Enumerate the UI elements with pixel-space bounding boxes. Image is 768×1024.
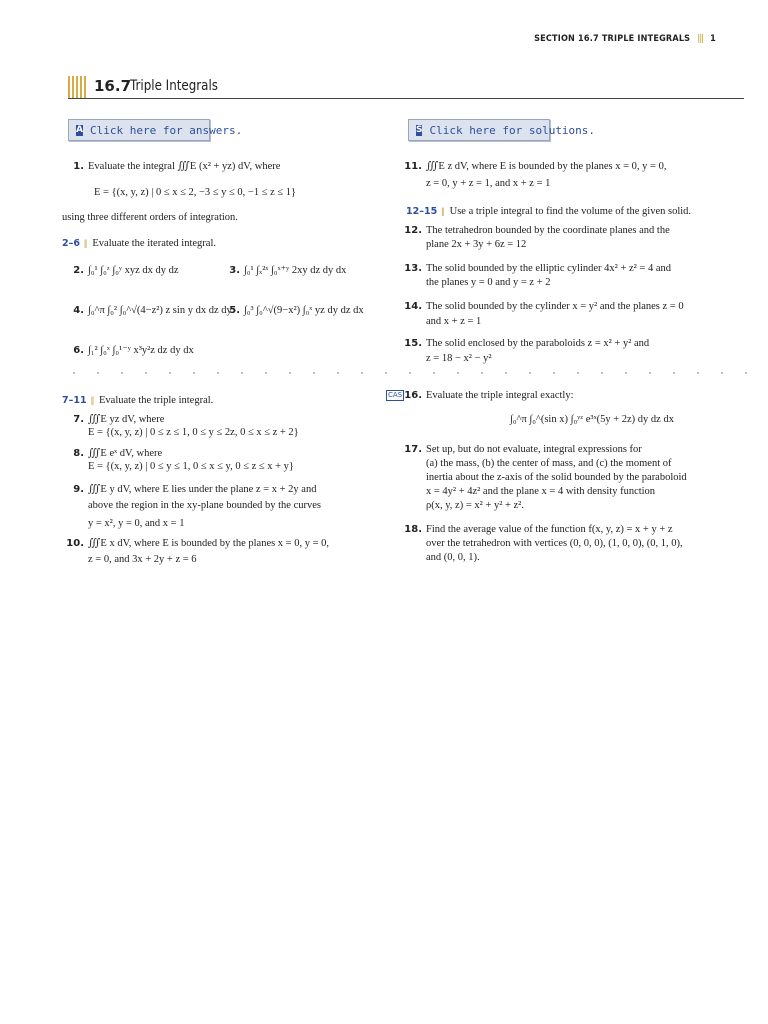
problem-text: and (0, 0, 1). (426, 552, 480, 563)
problem-text: The solid bounded by the elliptic cylinder 4x² + z² = 4 and (426, 263, 672, 274)
problem-text: ∭E y dV, where E lies under the plane z = x + 2y and (88, 484, 317, 495)
problem-text: The solid bounded by the cylinder x = y² and the planes z = 0 (426, 301, 684, 312)
problem-set: E = {(x, y, z) | 0 ≤ x ≤ 2, −3 ≤ y ≤ 0, −1 ≤ z ≤ 1} (94, 187, 297, 198)
group-bars-icon: ||| (83, 238, 87, 248)
group-instruction: Evaluate the iterated integral. (92, 238, 216, 249)
cas-icon: CAS (388, 391, 403, 399)
group-header-12-15 (406, 204, 691, 219)
group-header-7-11 (62, 393, 213, 408)
answers-button[interactable] (68, 119, 243, 141)
problem-text: (a) the mass, (b) the center of mass, and (c) the moment of (426, 458, 672, 469)
problem-text: The tetrahedron bounded by the coordinate planes and the (426, 225, 670, 236)
group-bars-icon: ||| (90, 395, 93, 405)
page-number: 1 (710, 34, 716, 44)
solutions-button[interactable] (408, 119, 596, 141)
problem-text: and x + z = 1 (426, 316, 482, 327)
solutions-label: Click here for solutions. (429, 123, 596, 137)
problem-text: ∭E eˣ dV, where (88, 448, 163, 459)
group-range: 2–6 (62, 238, 80, 249)
problem-text: Find the average value of the function f(x, y, z) = x + y + z (426, 524, 673, 535)
answers-label: Click here for answers. (89, 123, 243, 137)
problem-number: 8. (73, 448, 84, 459)
dotted-separator (62, 370, 752, 376)
problem-number: 15. (404, 338, 422, 349)
problem-number: 17. (404, 444, 422, 455)
problem-text: z = 0, and 3x + 2y + z = 6 (88, 554, 197, 565)
problem-text: Evaluate the integral ∭E (x² + yz) dV, where (88, 161, 281, 172)
problem-number: 14. (404, 301, 422, 312)
problem-integral: ∫₁² ∫₀ˣ ∫₀¹⁻ʸ x³y²z dz dy dx (88, 345, 194, 356)
group-bars-icon: ||| (441, 206, 444, 216)
problem-number: 11. (404, 161, 422, 172)
problem-text: The solid enclosed by the paraboloids z = x² + y² and (426, 338, 650, 349)
problem-integral: ∫₀^π ∫₀² ∫₀^√(4−z²) z sin y dx dz dy (88, 305, 232, 316)
answers-badge-icon: A (76, 124, 83, 135)
solutions-badge-icon: S (416, 124, 423, 135)
title-bars-icon (68, 76, 88, 98)
problem-number: 3. (229, 265, 240, 276)
problem-text: x = 4y² + 4z² and the plane x = 4 with density function (426, 486, 656, 497)
problem-text: ρ(x, y, z) = x² + y² + z². (426, 500, 524, 511)
problem-number: 4. (73, 305, 84, 316)
problem-number: 1. (73, 161, 84, 172)
problem-text: the planes y = 0 and y = z + 2 (426, 277, 551, 288)
problem-text: plane 2x + 3y + 6z = 12 (426, 239, 527, 250)
group-instruction: Evaluate the triple integral. (99, 395, 214, 406)
problem-integral: ∫₀^π ∫₀^(sin x) ∫₀ʸᶻ e³ˣ(5y + 2z) dy dz dx (510, 414, 674, 425)
problem-number: 10. (66, 538, 84, 549)
section-title-row (68, 76, 744, 98)
problem-text: over the tetrahedron with vertices (0, 0, 0), (1, 0, 0), (0, 1, 0), (426, 538, 683, 549)
separator-bars: ||| (697, 34, 704, 44)
problem-text: above the region in the xy-plane bounded by the curves (88, 500, 321, 511)
problem-number: 16. (404, 390, 422, 401)
running-head-text: SECTION 16.7 TRIPLE INTEGRALS (534, 34, 691, 44)
problem-number: 6. (73, 345, 84, 356)
problem-text: y = x², y = 0, and x = 1 (88, 518, 185, 529)
problem-text: z = 18 − x² − y² (426, 353, 492, 364)
problem-integral: ∫₀¹ ∫₀ᶻ ∫₀ʸ xyz dx dy dz (88, 265, 179, 276)
problem-integral: ∫₀¹ ∫ₓ²ˣ ∫₀ˣ⁺ʸ 2xy dz dy dx (244, 265, 347, 276)
problem-integral: ∫₀³ ∫₀^√(9−x²) ∫₀ˣ yz dy dz dx (244, 305, 364, 316)
problem-text: ∭E z dV, where E is bounded by the planes x = 0, y = 0, (426, 161, 667, 172)
problem-number: 13. (404, 263, 422, 274)
problem-number: 7. (73, 414, 84, 425)
problem-text: ∭E x dV, where E is bounded by the planes x = 0, y = 0, (88, 538, 330, 549)
problem-text: using three different orders of integration. (62, 212, 238, 223)
problem-text: inertia about the z-axis of the solid bounded by the paraboloid (426, 472, 687, 483)
section-number: 16.7 (94, 77, 132, 95)
problem-number: 2. (73, 265, 84, 276)
problem-number: 9. (73, 484, 84, 495)
problem-number: 12. (404, 225, 422, 236)
problem-text: ∭E yz dV, where (88, 414, 165, 425)
problem-set: E = {(x, y, z) | 0 ≤ z ≤ 1, 0 ≤ y ≤ 2z, 0 ≤ x ≤ z + 2} (88, 427, 299, 438)
running-head (534, 34, 716, 44)
group-header-2-6 (62, 236, 216, 251)
problem-text: Set up, but do not evaluate, integral expressions for (426, 444, 642, 455)
problem-text: z = 0, y + z = 1, and x + z = 1 (426, 178, 551, 189)
group-range: 7–11 (62, 395, 87, 406)
group-instruction: Use a triple integral to find the volume of the given solid. (449, 206, 692, 217)
section-title: Triple Integrals (130, 78, 218, 94)
title-rule (68, 98, 744, 99)
problem-set: E = {(x, y, z) | 0 ≤ y ≤ 1, 0 ≤ x ≤ y, 0 ≤ z ≤ x + y} (88, 461, 294, 472)
group-range: 12–15 (406, 206, 438, 217)
problem-number: 18. (404, 524, 422, 535)
problem-text: Evaluate the triple integral exactly: (426, 390, 574, 401)
problem-number: 5. (229, 305, 240, 316)
